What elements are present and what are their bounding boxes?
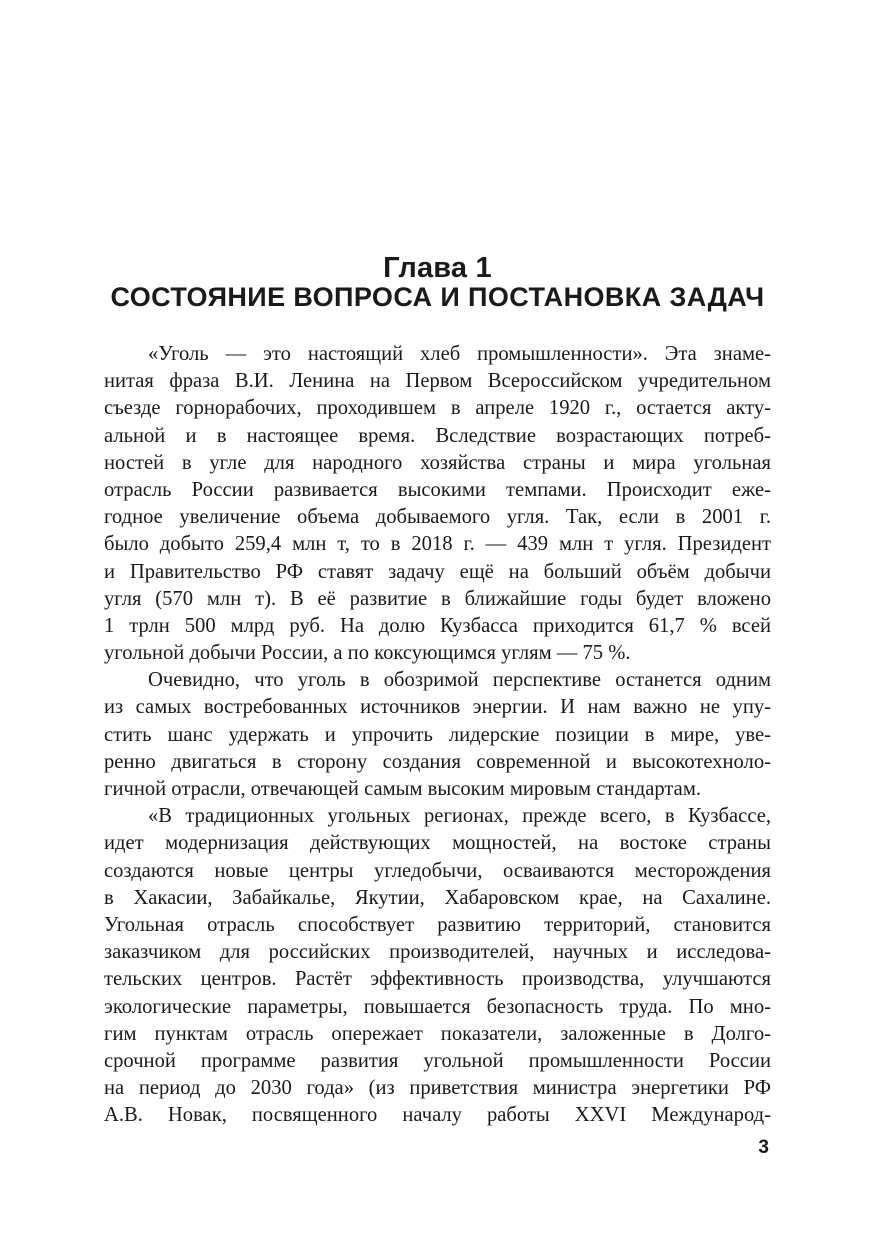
text-line: тельских центров. Растёт эффективность производства, улучшаются — [104, 968, 771, 991]
text-line: «В традиционных угольных регионах, прежде всего, в Кузбассе, — [148, 805, 771, 828]
text-line: гим пунктам отрасль опережает показатели, заложенные в Долго- — [104, 1022, 771, 1045]
text-line: гичной отрасли, отвечающей самым высоким мировым стандартам. — [104, 778, 702, 800]
paragraph — [104, 803, 771, 1129]
text-line: «Уголь — это настоящий хлеб промышленности». Эта знаме- — [148, 343, 771, 365]
text-line: на период до 2030 года» (из приветствия министра энергетики РФ — [104, 1077, 771, 1100]
text-line: ностей в угле для народного хозяйства страны и мира угольная — [104, 451, 771, 474]
text-line: стить шанс удержать и упрочить лидерские позиции в мире, уве- — [104, 723, 771, 746]
text-line: экологические параметры, повышается безопасность труда. По мно- — [104, 995, 771, 1018]
page-number: 3 — [758, 1137, 769, 1158]
text-line: заказчиком для российских производителей, научных и исследова- — [104, 941, 771, 964]
text-line: альной и в настоящее время. Вследствие возрастающих потреб- — [104, 424, 771, 447]
text-line: угольной добычи России, а по коксующимся углям — 75 %. — [104, 642, 631, 665]
chapter-label: Глава 1 — [383, 252, 492, 284]
text-line: в Хакасии, Забайкалье, Якутии, Хабаровском крае, на Сахалине. — [104, 886, 771, 909]
text-line: А.В. Новак, посвященного началу работы XXVI Международ- — [104, 1104, 771, 1127]
text-line: нитая фраза В.И. Ленина на Первом Всероссийском учредительном — [104, 370, 771, 393]
text-line: Угольная отрасль способствует развитию территорий, становится — [104, 913, 771, 936]
body-text — [104, 341, 771, 1129]
text-line: съезде горнорабочих, проходившем в апреле 1920 г., остается акту- — [104, 397, 771, 420]
text-line: годное увеличение объема добываемого угля. Так, если в 2001 г. — [104, 506, 771, 529]
text-line: срочной программе развития угольной промышленности России — [104, 1049, 771, 1072]
paragraph — [104, 341, 771, 667]
text-line: было добыто 259,4 млн т, то в 2018 г. — 439 млн т угля. Президент — [104, 533, 771, 556]
text-line: отрасль России развивается высокими темпами. Происходит еже- — [104, 478, 771, 501]
text-line: создаются новые центры угледобычи, осваиваются месторождения — [104, 859, 771, 882]
text-line: Очевидно, что уголь в обозримой перспективе останется одним — [148, 669, 771, 692]
text-line: из самых востребованных источников энергии. И нам важно не упу- — [104, 696, 771, 719]
book-page — [104, 0, 771, 1241]
text-line: идет модернизация действующих мощностей, на востоке страны — [104, 832, 771, 855]
paragraph — [104, 667, 771, 803]
text-line: и Правительство РФ ставят задачу ещё на больший объём добычи — [104, 560, 771, 583]
text-line: 1 трлн 500 млрд руб. На долю Кузбасса приходится 61,7 % всей — [104, 614, 771, 637]
text-line: ренно двигаться в сторону создания современной и высокотехноло- — [104, 750, 771, 773]
text-line: угля (570 млн т). В её развитие в ближайшие годы будет вложено — [104, 587, 771, 610]
chapter-title: СОСТОЯНИЕ ВОПРОСА И ПОСТАНОВКА ЗАДАЧ — [110, 282, 765, 312]
